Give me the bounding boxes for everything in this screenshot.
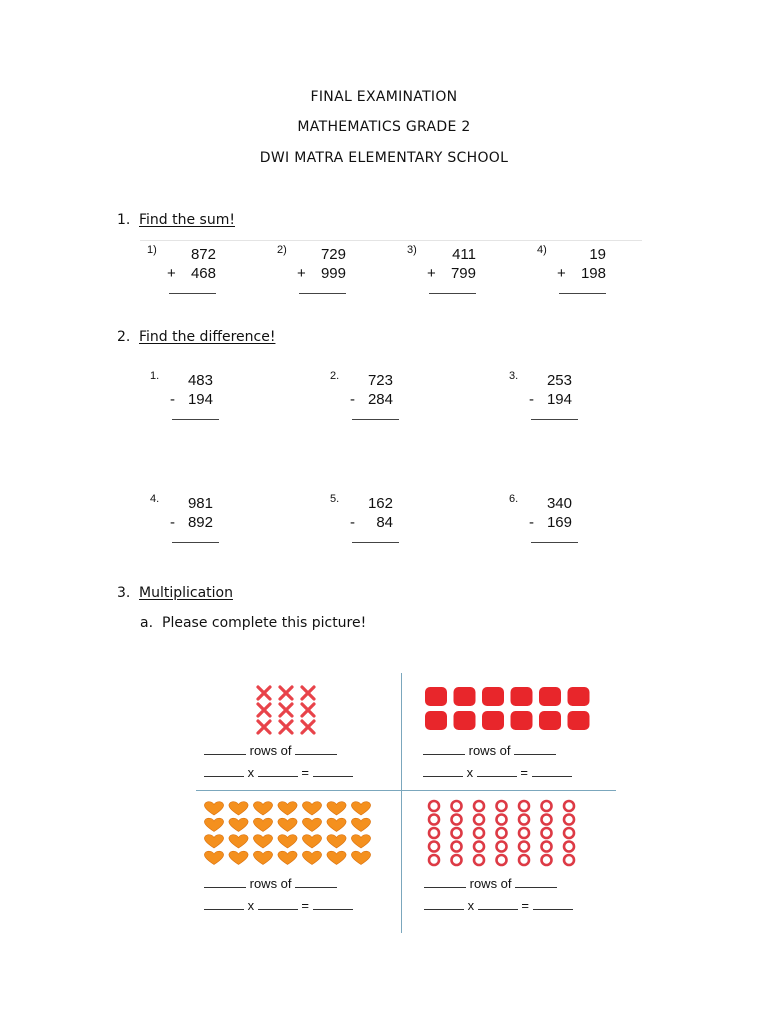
x-mark-icon xyxy=(280,721,292,733)
heart-icon xyxy=(351,851,370,864)
first-operand: 729 xyxy=(320,246,346,263)
second-operand: 198 xyxy=(580,265,606,282)
heart-icon xyxy=(351,818,370,831)
ring-icon xyxy=(497,855,507,865)
section-3a-text: Please complete this picture! xyxy=(162,615,367,631)
section-2-title: Find the difference! xyxy=(139,329,276,345)
square-icon xyxy=(568,711,590,730)
answer-line xyxy=(352,419,399,420)
answer-line xyxy=(299,293,346,294)
x-mark-icon xyxy=(280,704,292,716)
ring-icon xyxy=(429,801,439,811)
section-3a-heading xyxy=(140,615,366,631)
answer-line xyxy=(531,419,578,420)
x-mark-icon xyxy=(302,704,314,716)
ring-icon xyxy=(452,842,462,852)
second-operand: 799 xyxy=(450,265,476,282)
square-icon xyxy=(454,687,476,706)
heart-icon xyxy=(204,835,223,848)
group-size-blank[interactable] xyxy=(295,875,337,888)
equals-sign: = xyxy=(301,898,309,913)
operator: + xyxy=(557,265,566,282)
heart-icon xyxy=(204,818,223,831)
first-operand: 340 xyxy=(546,495,572,512)
rows-of-text: rows of xyxy=(469,876,512,891)
answer-line xyxy=(172,542,219,543)
ring-icon xyxy=(497,842,507,852)
square-icon xyxy=(454,711,476,730)
second-operand: 169 xyxy=(546,514,572,531)
group-size-blank[interactable] xyxy=(514,742,556,755)
x-mark-icon xyxy=(258,687,270,699)
equals-sign: = xyxy=(520,765,528,780)
ring-icon xyxy=(497,828,507,838)
times-sign: x xyxy=(466,765,474,780)
factor-2-blank[interactable] xyxy=(258,764,298,777)
heart-icon xyxy=(302,835,321,848)
problem-number: 3) xyxy=(407,244,417,256)
heart-icon xyxy=(204,802,223,815)
rows-blank[interactable] xyxy=(424,875,466,888)
ring-icon xyxy=(429,815,439,825)
x-mark-icon xyxy=(302,721,314,733)
addition-strip-border xyxy=(140,240,642,241)
answer-line xyxy=(172,419,219,420)
section-3a-letter: a. xyxy=(140,615,154,631)
ring-icon xyxy=(564,855,574,865)
ring-icon xyxy=(474,842,484,852)
rows-of-line xyxy=(424,875,557,891)
answer-line xyxy=(559,293,606,294)
problem-number: 3. xyxy=(509,370,519,382)
section-2-heading xyxy=(117,329,275,345)
first-operand: 411 xyxy=(452,246,476,263)
ring-icon xyxy=(452,828,462,838)
problem-number: 2) xyxy=(277,244,287,256)
problem-number: 2. xyxy=(330,370,340,382)
factor-2-blank[interactable] xyxy=(477,764,517,777)
group-size-blank[interactable] xyxy=(295,742,337,755)
square-icon xyxy=(425,711,447,730)
ring-icon xyxy=(497,815,507,825)
rows-blank[interactable] xyxy=(204,742,246,755)
square-icon xyxy=(511,687,533,706)
square-icon xyxy=(511,711,533,730)
factor-2-blank[interactable] xyxy=(478,897,518,910)
problem-number: 4) xyxy=(537,244,547,256)
heart-icon xyxy=(253,851,272,864)
multiplication-sentence xyxy=(423,764,572,780)
section-3-number: 3. xyxy=(117,585,131,601)
heart-icon xyxy=(351,835,370,848)
heart-icon xyxy=(327,851,346,864)
product-blank[interactable] xyxy=(313,764,353,777)
ring-icon xyxy=(542,801,552,811)
heart-icon xyxy=(229,851,248,864)
heart-icon xyxy=(327,818,346,831)
second-operand: 84 xyxy=(376,514,393,531)
ring-icon xyxy=(542,842,552,852)
second-operand: 468 xyxy=(190,265,216,282)
answer-line xyxy=(429,293,476,294)
answer-line xyxy=(531,542,578,543)
ring-icon xyxy=(519,855,529,865)
x-marks-picture xyxy=(255,686,315,736)
subject-title: MATHEMATICS GRADE 2 xyxy=(297,119,471,135)
factor-1-blank[interactable] xyxy=(204,764,244,777)
second-operand: 892 xyxy=(187,514,213,531)
ring-icon xyxy=(474,828,484,838)
equals-sign: = xyxy=(521,898,529,913)
red-squares-picture xyxy=(424,686,592,730)
ring-icon xyxy=(497,801,507,811)
ring-icon xyxy=(474,855,484,865)
operator: + xyxy=(297,265,306,282)
rows-blank[interactable] xyxy=(204,875,246,888)
grid-horizontal-divider xyxy=(196,790,616,791)
ring-icon xyxy=(519,815,529,825)
problem-number: 4. xyxy=(150,493,160,505)
rows-of-line xyxy=(204,742,337,758)
first-operand: 19 xyxy=(589,246,606,263)
answer-line xyxy=(169,293,216,294)
second-operand: 999 xyxy=(320,265,346,282)
ring-icon xyxy=(452,801,462,811)
exam-title: FINAL EXAMINATION xyxy=(310,89,458,105)
rows-of-text: rows of xyxy=(249,743,292,758)
factor-1-blank[interactable] xyxy=(204,897,244,910)
operator: + xyxy=(167,265,176,282)
product-blank[interactable] xyxy=(532,764,572,777)
section-1-heading xyxy=(117,212,235,228)
heart-icon xyxy=(229,818,248,831)
ring-icon xyxy=(564,842,574,852)
ring-icon xyxy=(542,815,552,825)
first-operand: 253 xyxy=(546,372,572,389)
heart-icon xyxy=(327,835,346,848)
ring-icon xyxy=(429,828,439,838)
heart-icon xyxy=(302,818,321,831)
multiplication-sentence xyxy=(204,897,353,913)
second-operand: 194 xyxy=(187,391,213,408)
ring-icon xyxy=(452,855,462,865)
rows-of-text: rows of xyxy=(468,743,511,758)
problem-number: 1) xyxy=(147,244,157,256)
problem-number: 6. xyxy=(509,493,519,505)
rows-of-text: rows of xyxy=(249,876,292,891)
heart-icon xyxy=(302,851,321,864)
multiplication-sentence xyxy=(204,764,353,780)
x-mark-icon xyxy=(302,687,314,699)
heart-icon xyxy=(204,851,223,864)
operator: - xyxy=(170,514,175,531)
rows-blank[interactable] xyxy=(423,742,465,755)
times-sign: x xyxy=(247,765,255,780)
ring-icon xyxy=(474,801,484,811)
operator: - xyxy=(170,391,175,408)
heart-icon xyxy=(302,802,321,815)
x-mark-icon xyxy=(258,721,270,733)
product-blank[interactable] xyxy=(313,897,353,910)
factor-1-blank[interactable] xyxy=(423,764,463,777)
school-name: DWI MATRA ELEMENTARY SCHOOL xyxy=(259,150,509,166)
ring-icon xyxy=(519,842,529,852)
ring-icon xyxy=(519,828,529,838)
section-3-heading xyxy=(117,585,233,601)
ring-icon xyxy=(564,801,574,811)
product-blank[interactable] xyxy=(533,897,573,910)
operator: + xyxy=(427,265,436,282)
square-icon xyxy=(568,687,590,706)
ring-icon xyxy=(452,815,462,825)
square-icon xyxy=(482,711,504,730)
heart-icon xyxy=(253,802,272,815)
heart-icon xyxy=(253,818,272,831)
square-icon xyxy=(425,687,447,706)
ring-icon xyxy=(564,828,574,838)
heart-icon xyxy=(253,835,272,848)
heart-icon xyxy=(229,802,248,815)
operator: - xyxy=(529,391,534,408)
ring-icon xyxy=(542,828,552,838)
second-operand: 194 xyxy=(546,391,572,408)
heart-icon xyxy=(278,851,297,864)
rows-of-line xyxy=(204,875,337,891)
operator: - xyxy=(529,514,534,531)
rows-of-line xyxy=(423,742,556,758)
operator: - xyxy=(350,391,355,408)
x-mark-icon xyxy=(280,687,292,699)
heart-icon xyxy=(278,818,297,831)
times-sign: x xyxy=(247,898,255,913)
ring-icon xyxy=(429,855,439,865)
second-operand: 284 xyxy=(367,391,393,408)
square-icon xyxy=(539,711,561,730)
problem-number: 1. xyxy=(150,370,160,382)
section-1-title: Find the sum! xyxy=(139,212,235,228)
first-operand: 723 xyxy=(367,372,393,389)
answer-line xyxy=(352,542,399,543)
factor-1-blank[interactable] xyxy=(424,897,464,910)
ring-icon xyxy=(564,815,574,825)
heart-icon xyxy=(327,802,346,815)
ring-icon xyxy=(519,801,529,811)
ring-icon xyxy=(474,815,484,825)
section-1-number: 1. xyxy=(117,212,131,228)
square-icon xyxy=(482,687,504,706)
first-operand: 162 xyxy=(367,495,393,512)
x-mark-icon xyxy=(258,704,270,716)
first-operand: 872 xyxy=(190,246,216,263)
equals-sign: = xyxy=(301,765,309,780)
section-2-number: 2. xyxy=(117,329,131,345)
ring-icon xyxy=(429,842,439,852)
ring-icon xyxy=(542,855,552,865)
square-icon xyxy=(539,687,561,706)
operator: - xyxy=(350,514,355,531)
section-3-title: Multiplication xyxy=(139,585,233,601)
heart-icon xyxy=(278,802,297,815)
heart-icon xyxy=(278,835,297,848)
multiplication-sentence xyxy=(424,897,573,913)
first-operand: 483 xyxy=(187,372,213,389)
problem-number: 5. xyxy=(330,493,340,505)
heart-icon xyxy=(351,802,370,815)
grid-vertical-divider xyxy=(401,673,402,933)
times-sign: x xyxy=(467,898,475,913)
orange-hearts-picture xyxy=(203,800,383,866)
group-size-blank[interactable] xyxy=(515,875,557,888)
heart-icon xyxy=(229,835,248,848)
red-rings-picture xyxy=(428,800,596,870)
factor-2-blank[interactable] xyxy=(258,897,298,910)
first-operand: 981 xyxy=(187,495,213,512)
